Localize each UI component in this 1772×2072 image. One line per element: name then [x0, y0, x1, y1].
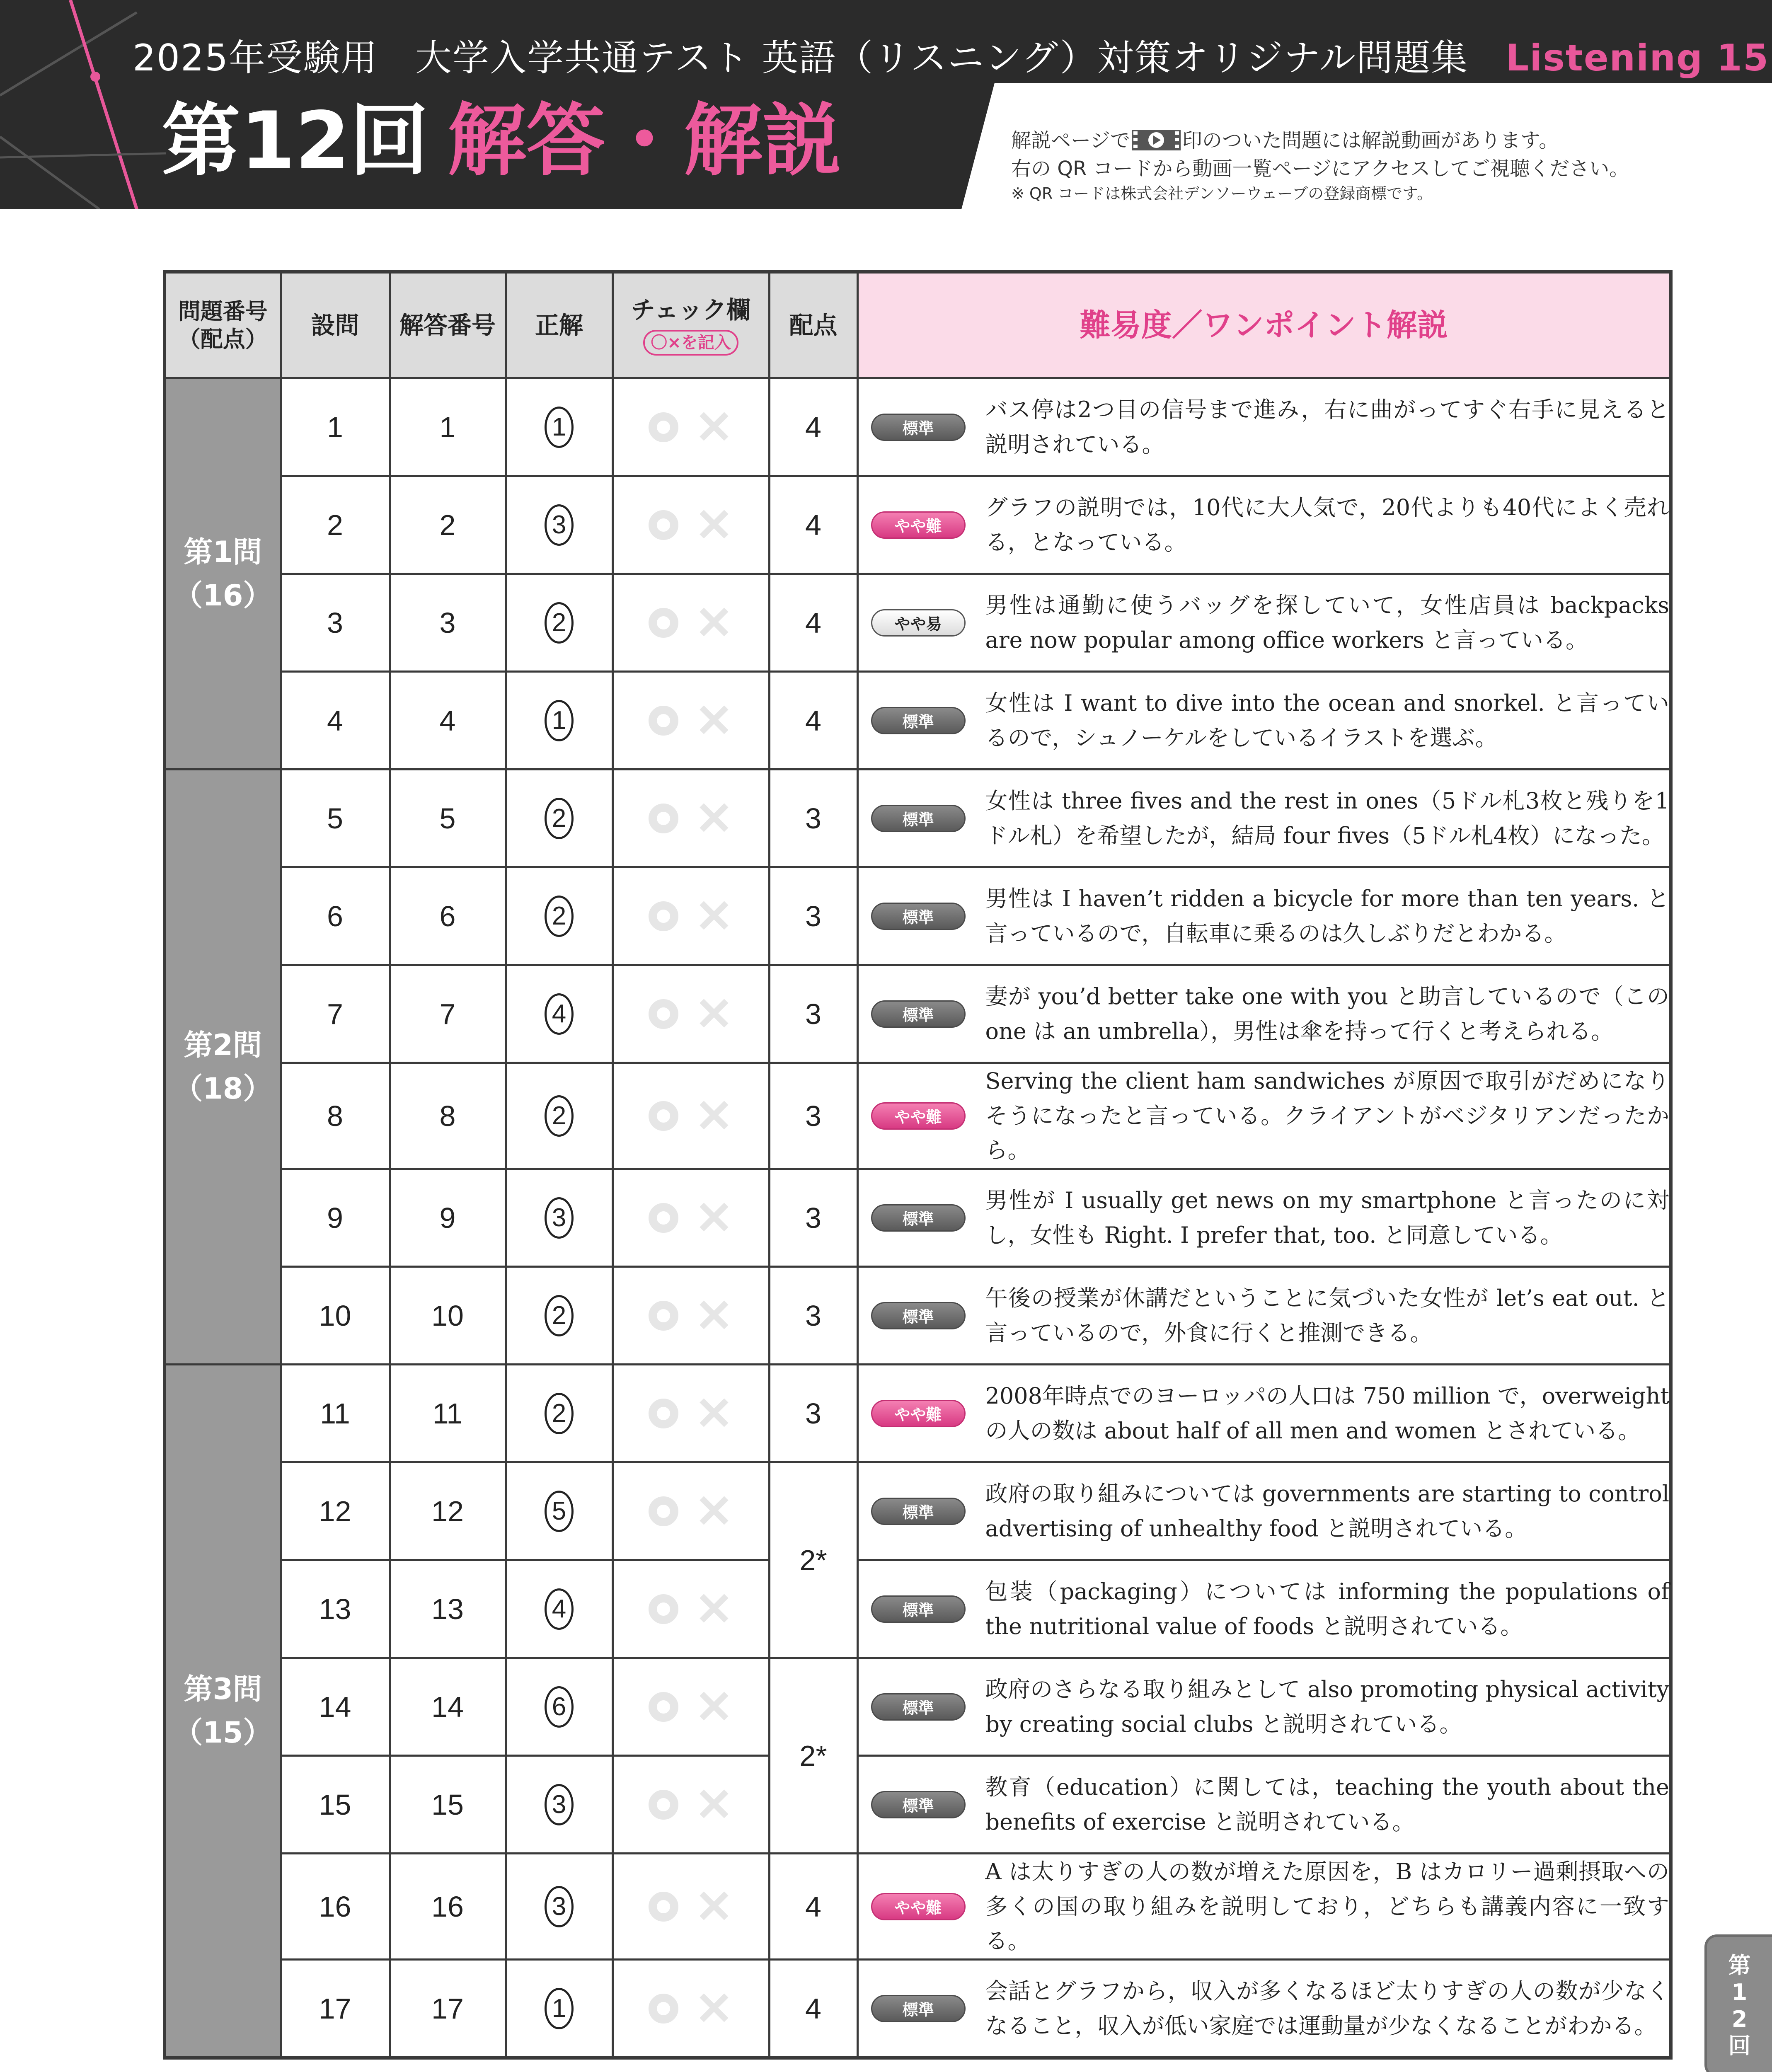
correct-answer-value: 2	[545, 1393, 574, 1434]
table-row	[165, 1854, 1671, 1960]
table-body	[165, 378, 1671, 2058]
points: 3	[769, 1063, 857, 1169]
header-section: 問題番号（配点）	[165, 272, 281, 378]
header-comment: 難易度／ワンポイント解説	[857, 272, 1671, 378]
series-title-text: 2025年受験用 大学入学共通テスト 英語（リスニング）対策オリジナル問題集	[133, 36, 1469, 79]
check-cell[interactable]	[612, 476, 769, 574]
points: 4	[769, 378, 857, 476]
circle-mark-icon[interactable]	[649, 706, 678, 736]
correct-answer-value: 2	[545, 1095, 574, 1137]
table-header-row	[165, 272, 1671, 378]
difficulty-badge: やや難	[871, 1893, 966, 1920]
question-number: 9	[281, 1169, 390, 1267]
question-number: 8	[281, 1063, 390, 1169]
points: 3	[769, 1267, 857, 1365]
correct-answer-value: 2	[545, 1295, 574, 1336]
difficulty-badge: やや難	[871, 511, 966, 539]
check-cell[interactable]	[612, 1658, 769, 1756]
correct-answer	[506, 574, 612, 672]
comment-cell	[857, 1756, 1671, 1854]
correct-answer-value: 2	[545, 896, 574, 937]
circle-mark-icon[interactable]	[649, 1790, 678, 1820]
difficulty-badge: やや易	[871, 609, 966, 637]
question-number: 11	[281, 1365, 390, 1462]
difficulty-badge: 標準	[871, 1791, 966, 1818]
comment-cell	[857, 378, 1671, 476]
comment-text: 女性は I want to dive into the ocean and snorkel. と言っているので，シュノーケルをしているイラストを選ぶ。	[985, 690, 1669, 751]
section-label: 第3問（15）	[165, 1365, 281, 2058]
series-sub-title: Listening 15	[1506, 36, 1770, 79]
answer-number: 3	[390, 574, 506, 672]
header-answer-no: 解答番号	[390, 272, 506, 378]
circle-mark-icon[interactable]	[649, 1496, 678, 1526]
difficulty-badge: 標準	[871, 414, 966, 441]
points: 2*	[769, 1658, 857, 1854]
cross-mark-icon[interactable]: ✕	[695, 1388, 733, 1439]
comment-cell	[857, 867, 1671, 965]
comment-cell	[857, 574, 1671, 672]
table-row	[165, 1365, 1671, 1462]
correct-answer-value: 3	[545, 504, 574, 546]
question-number: 3	[281, 574, 390, 672]
difficulty-badge: 標準	[871, 1995, 966, 2022]
correct-answer	[506, 867, 612, 965]
comment-cell	[857, 1960, 1671, 2058]
cross-mark-icon[interactable]: ✕	[695, 1583, 733, 1635]
cross-mark-icon[interactable]: ✕	[695, 499, 733, 551]
cross-mark-icon[interactable]: ✕	[695, 1486, 733, 1537]
section-label: 第2問（18）	[165, 770, 281, 1365]
comment-cell	[857, 672, 1671, 770]
cross-mark-icon[interactable]: ✕	[695, 597, 733, 649]
answer-number: 14	[390, 1658, 506, 1756]
comment-text: 男性は I haven’t ridden a bicycle for more than ten years. と言っているので，自転車に乗るのは久しぶりだとわかる。	[985, 885, 1669, 946]
answer-number: 1	[390, 378, 506, 476]
comment-text: 男性が I usually get news on my smartphone と言ったのに対し，女性も Right. I prefer that, too. と同意している。	[985, 1187, 1669, 1248]
correct-answer	[506, 378, 612, 476]
difficulty-badge: 標準	[871, 1204, 966, 1232]
comment-cell	[857, 1462, 1671, 1560]
cross-mark-icon[interactable]: ✕	[695, 1192, 733, 1244]
table-row	[165, 867, 1671, 965]
cross-mark-icon[interactable]: ✕	[695, 1983, 733, 2034]
table-row	[165, 1267, 1671, 1365]
answer-number: 4	[390, 672, 506, 770]
correct-answer	[506, 1169, 612, 1267]
check-cell[interactable]	[612, 1756, 769, 1854]
comment-cell	[857, 770, 1671, 867]
correct-answer	[506, 770, 612, 867]
answer-number: 12	[390, 1462, 506, 1560]
circle-mark-icon[interactable]	[649, 1399, 678, 1428]
check-cell[interactable]	[612, 867, 769, 965]
correct-answer-value: 4	[545, 1588, 574, 1630]
correct-answer-value: 6	[545, 1686, 574, 1728]
video-icon	[1132, 130, 1181, 150]
cross-mark-icon[interactable]: ✕	[695, 891, 733, 942]
comment-text: 妻が you’d better take one with you と助言しているので（この one は an umbrella），男性は傘を持って行くと考えられる。	[985, 983, 1669, 1044]
answer-number: 9	[390, 1169, 506, 1267]
table-row	[165, 965, 1671, 1063]
table-row	[165, 1756, 1671, 1854]
correct-answer-value: 3	[545, 1197, 574, 1239]
difficulty-badge: 標準	[871, 1498, 966, 1525]
difficulty-badge: 標準	[871, 1595, 966, 1623]
header-points: 配点	[769, 272, 857, 378]
cross-mark-icon[interactable]: ✕	[695, 1779, 733, 1830]
side-tab	[1704, 1934, 1772, 2072]
comment-cell	[857, 1169, 1671, 1267]
correct-answer-value: 5	[545, 1491, 574, 1532]
correct-answer	[506, 1756, 612, 1854]
comment-text: 女性は three fives and the rest in ones（5ドル札3枚と残りを1ドル札）を希望したが，結局 four fives（5ドル札4枚）になった。	[985, 787, 1669, 849]
check-cell[interactable]	[612, 1560, 769, 1658]
question-number: 17	[281, 1960, 390, 2058]
question-number: 5	[281, 770, 390, 867]
difficulty-badge: 標準	[871, 903, 966, 930]
comment-cell	[857, 1854, 1671, 1960]
page-header	[0, 0, 1772, 209]
comment-cell	[857, 1560, 1671, 1658]
answer-number: 7	[390, 965, 506, 1063]
notice-line3: ※ QR コードは株式会社デンソーウェーブの登録商標です。	[1011, 184, 1433, 203]
points: 3	[769, 867, 857, 965]
comment-text: 男性は通勤に使うバッグを探していて，女性店員は backpacks are now popular among office workers と言っている。	[985, 592, 1669, 653]
answer-number: 11	[390, 1365, 506, 1462]
question-number: 13	[281, 1560, 390, 1658]
correct-answer-value: 1	[545, 1988, 574, 2029]
header-check	[612, 272, 769, 378]
check-cell[interactable]	[612, 1854, 769, 1960]
header-check-sub: 〇×を記入	[643, 330, 738, 356]
table-row	[165, 770, 1671, 867]
correct-answer-value: 1	[545, 407, 574, 448]
table-row	[165, 1063, 1671, 1169]
table-row	[165, 574, 1671, 672]
check-cell[interactable]	[612, 378, 769, 476]
table-row	[165, 1560, 1671, 1658]
table-row	[165, 1169, 1671, 1267]
comment-cell	[857, 1063, 1671, 1169]
header-correct: 正解	[506, 272, 612, 378]
circle-mark-icon[interactable]	[649, 901, 678, 931]
table-row	[165, 1658, 1671, 1756]
points: 4	[769, 1960, 857, 2058]
circle-mark-icon[interactable]	[649, 1203, 678, 1233]
table-row	[165, 476, 1671, 574]
cross-mark-icon[interactable]: ✕	[695, 695, 733, 746]
correct-answer-value: 4	[545, 993, 574, 1035]
circle-mark-icon[interactable]	[649, 1892, 678, 1922]
notice-line1-b: 印のついた問題には解説動画があります。	[1182, 129, 1559, 152]
answer-number: 17	[390, 1960, 506, 2058]
check-cell[interactable]	[612, 1462, 769, 1560]
points: 3	[769, 1169, 857, 1267]
circle-mark-icon[interactable]	[649, 999, 678, 1029]
correct-answer-value: 3	[545, 1784, 574, 1825]
round-title: 解答・解説	[448, 95, 842, 186]
question-number: 14	[281, 1658, 390, 1756]
notice-line1-a: 解説ページで	[1011, 129, 1130, 152]
question-number: 7	[281, 965, 390, 1063]
comment-text: グラフの説明では，10代に大人気で，20代よりも40代によく売れる，となっている。	[985, 494, 1669, 555]
difficulty-badge: 標準	[871, 805, 966, 832]
comment-text: 午後の授業が休講だということに気づいた女性が let’s eat out. と言っているので，外食に行くと推測できる。	[985, 1285, 1669, 1346]
comment-text: 会話とグラフから，収入が多くなるほど太りすぎの人の数が少なくなること，収入が低い家庭では運動量が少なくなることがわかる。	[985, 1978, 1669, 2039]
correct-answer-value: 2	[545, 602, 574, 644]
check-cell[interactable]	[612, 1365, 769, 1462]
cross-mark-icon[interactable]: ✕	[695, 1881, 733, 1932]
difficulty-badge: 標準	[871, 1000, 966, 1028]
circle-mark-icon[interactable]	[649, 608, 678, 638]
check-cell[interactable]	[612, 574, 769, 672]
correct-answer	[506, 965, 612, 1063]
answer-number: 13	[390, 1560, 506, 1658]
question-number: 15	[281, 1756, 390, 1854]
cross-mark-icon[interactable]: ✕	[695, 988, 733, 1040]
difficulty-badge: 標準	[871, 1693, 966, 1721]
circle-mark-icon[interactable]	[649, 510, 678, 540]
correct-answer	[506, 1560, 612, 1658]
points: 4	[769, 672, 857, 770]
cross-mark-icon[interactable]: ✕	[695, 793, 733, 844]
points: 4	[769, 1854, 857, 1960]
answer-number: 8	[390, 1063, 506, 1169]
answer-number: 5	[390, 770, 506, 867]
correct-answer	[506, 1462, 612, 1560]
correct-answer-value: 1	[545, 700, 574, 741]
difficulty-badge: やや難	[871, 1400, 966, 1427]
circle-mark-icon[interactable]	[649, 412, 678, 442]
points: 3	[769, 770, 857, 867]
notice-line2: 右の QR コードから動画一覧ページにアクセスしてご視聴ください。	[1011, 157, 1629, 181]
points: 4	[769, 476, 857, 574]
check-cell[interactable]	[612, 1960, 769, 2058]
circle-mark-icon[interactable]	[649, 804, 678, 833]
comment-cell	[857, 1658, 1671, 1756]
comment-text: 政府のさらなる取り組みとして also promoting physical activity by creating social clubs と説明されている。	[985, 1676, 1669, 1737]
answer-number: 16	[390, 1854, 506, 1960]
round-number: 第12回	[162, 95, 429, 186]
table-row	[165, 378, 1671, 476]
table-row	[165, 1960, 1671, 2058]
comment-text: 政府の取り組みについては governments are starting to control advertising of unhealthy food と説明されている。	[985, 1480, 1669, 1542]
circle-mark-icon[interactable]	[649, 1301, 678, 1331]
question-number: 12	[281, 1462, 390, 1560]
circle-mark-icon[interactable]	[649, 1692, 678, 1722]
cross-mark-icon[interactable]: ✕	[695, 402, 733, 453]
correct-answer	[506, 1960, 612, 2058]
cross-mark-icon[interactable]: ✕	[695, 1681, 733, 1733]
comment-cell	[857, 965, 1671, 1063]
circle-mark-icon[interactable]	[649, 1994, 678, 2024]
comment-text: 包装（packaging）については informing the populations of the nutritional value of foods と説明されている。	[985, 1578, 1669, 1639]
correct-answer-value: 2	[545, 798, 574, 839]
correct-answer	[506, 1854, 612, 1960]
circle-mark-icon[interactable]	[649, 1101, 678, 1131]
correct-answer	[506, 1658, 612, 1756]
check-cell[interactable]	[612, 1267, 769, 1365]
check-cell[interactable]	[612, 672, 769, 770]
answer-number: 2	[390, 476, 506, 574]
comment-cell	[857, 1365, 1671, 1462]
video-notice	[1011, 126, 1629, 205]
check-cell[interactable]	[612, 1063, 769, 1169]
section-label: 第1問（16）	[165, 378, 281, 770]
correct-answer	[506, 1063, 612, 1169]
comment-text: Serving the client ham sandwiches が原因で取引がだめになりそうになったと言っている。クライアントがベジタリアンだったから。	[985, 1068, 1669, 1164]
correct-answer	[506, 672, 612, 770]
question-number: 16	[281, 1854, 390, 1960]
header-check-label: チェック欄	[631, 295, 751, 324]
answer-number: 6	[390, 867, 506, 965]
comment-text: 2008年時点でのヨーロッパの人口は 750 million で，overweight の人の数は about half of all men and women とされている。	[985, 1382, 1669, 1444]
answer-number: 10	[390, 1267, 506, 1365]
cross-mark-icon[interactable]: ✕	[695, 1090, 733, 1142]
comment-cell	[857, 476, 1671, 574]
header-question: 設問	[281, 272, 390, 378]
correct-answer	[506, 1267, 612, 1365]
question-number: 1	[281, 378, 390, 476]
comment-cell	[857, 1267, 1671, 1365]
check-cell[interactable]	[612, 1169, 769, 1267]
question-number: 6	[281, 867, 390, 965]
correct-answer-value: 3	[545, 1886, 574, 1927]
comment-text: バス停は2つ目の信号まで進み，右に曲がってすぐ右手に見えると説明されている。	[985, 396, 1670, 457]
circle-mark-icon[interactable]	[649, 1594, 678, 1624]
answer-table	[163, 270, 1673, 2060]
question-number: 2	[281, 476, 390, 574]
comment-text: A は太りすぎの人の数が増えた原因を，B はカロリー過剰摂取への多くの国の取り組みを説明しており，どちらも講義内容に一致する。	[985, 1859, 1669, 1954]
table-row	[165, 1462, 1671, 1560]
points: 2*	[769, 1462, 857, 1658]
side-tab-label: 第12回	[1728, 1952, 1751, 2059]
difficulty-badge: 標準	[871, 1302, 966, 1329]
points: 3	[769, 1365, 857, 1462]
difficulty-badge: やや難	[871, 1102, 966, 1130]
answer-number: 15	[390, 1756, 506, 1854]
points: 4	[769, 574, 857, 672]
comment-text: 教育（education）に関しては，teaching the youth about the benefits of exercise と説明されている。	[985, 1774, 1669, 1835]
check-cell[interactable]	[612, 965, 769, 1063]
difficulty-badge: 標準	[871, 707, 966, 734]
question-number: 10	[281, 1267, 390, 1365]
check-cell[interactable]	[612, 770, 769, 867]
points: 3	[769, 965, 857, 1063]
question-number: 4	[281, 672, 390, 770]
series-title	[133, 29, 1769, 81]
cross-mark-icon[interactable]: ✕	[695, 1290, 733, 1341]
correct-answer	[506, 1365, 612, 1462]
correct-answer	[506, 476, 612, 574]
table-row	[165, 672, 1671, 770]
